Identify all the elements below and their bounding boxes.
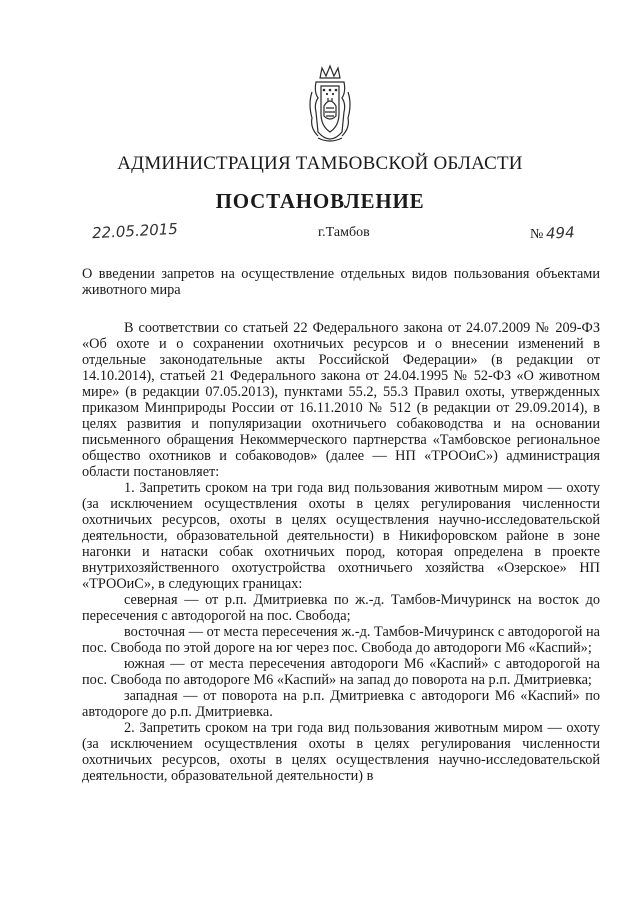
clause-2-paragraph: 2. Запретить сроком на три года вид пользования животным миром — охоту (за исключением осуществления охоты в целях регулирования численности охотничьих ресурсов, охоты в целях осуществления научно-исследовательской деятельности, образовательной деятельности) в xyxy=(82,720,600,784)
coat-of-arms-emblem xyxy=(300,62,360,148)
document-type-title: ПОСТАНОВЛЕНИЕ xyxy=(215,189,425,213)
issue-city: г.Тамбов xyxy=(318,225,370,240)
handwritten-document-number: 494 xyxy=(545,223,576,243)
issuing-authority: АДМИНИСТРАЦИЯ ТАМБОВСКОЙ ОБЛАСТИ xyxy=(117,153,523,174)
preamble-paragraph: В соответствии со статьей 22 Федерального закона от 24.07.2009 № 209-ФЗ «Об охоте и о сохранении охотничьих ресурсов и о внесении изменений в отдельные законодательные акты Российской Федерации» (в редакции от 14.10.2014), статьей 21 Федерального закона от 24.04.1995 № 52-ФЗ «О животном мире» (в редакции 07.05.2013), пунктами 55.2, 55.3 Правил охоты, утвержденных приказом Минприроды России от 16.11.2010 № 512 (в редакции от 29.09.2014), в целях развития и популяризации охотничьего собаководства и на основании письменного обращения Некоммерческого партнерства «Тамбовское региональное общество охотников и собаководов» (далее — НП «ТРООиС») администрация области постановляет: xyxy=(82,320,600,480)
clause-1-paragraph: 1. Запретить сроком на три года вид пользования животным миром — охоту (за исключением осуществления охоты в целях регулирования численности охотничьих ресурсов, охоты в целях осуществления научно-исследовательской деятельности, образовательной деятельности) в Никифоровском районе в зоне нагонки и натаски собак охотничьих пород, которая определена в проекте внутрихозяйственного охотустройства охотничьего хозяйства «Озерское» НП «ТРООиС», в следующих границах: xyxy=(82,480,600,592)
document-subject: О введении запретов на осуществление отдельных видов пользования объектами животного мира xyxy=(82,266,600,298)
boundary-north-paragraph: северная — от р.п. Дмитриевка по ж.-д. Тамбов-Мичуринск на восток до пересечения с автодорогой на пос. Свобода; xyxy=(82,592,600,624)
boundary-east-paragraph: восточная — от места пересечения ж.-д. Тамбов-Мичуринск с автодорогой на пос. Свобода по этой дороге на юг через пос. Свобода до автодороги М6 «Каспий»; xyxy=(82,624,600,656)
handwritten-date: 22.05.2015 xyxy=(91,219,179,243)
number-label: № xyxy=(530,227,544,242)
document-body xyxy=(82,320,600,784)
boundary-west-paragraph: западная — от поворота на р.п. Дмитриевка с автодороги М6 «Каспий» по автодороге до р.п. Дмитриевка. xyxy=(82,688,600,720)
boundary-south-paragraph: южная — от места пересечения автодороги М6 «Каспий» с автодорогой на пос. Свобода по автодороге М6 «Каспий» на запад до поворота на р.п. Дмитриевка; xyxy=(82,656,600,688)
